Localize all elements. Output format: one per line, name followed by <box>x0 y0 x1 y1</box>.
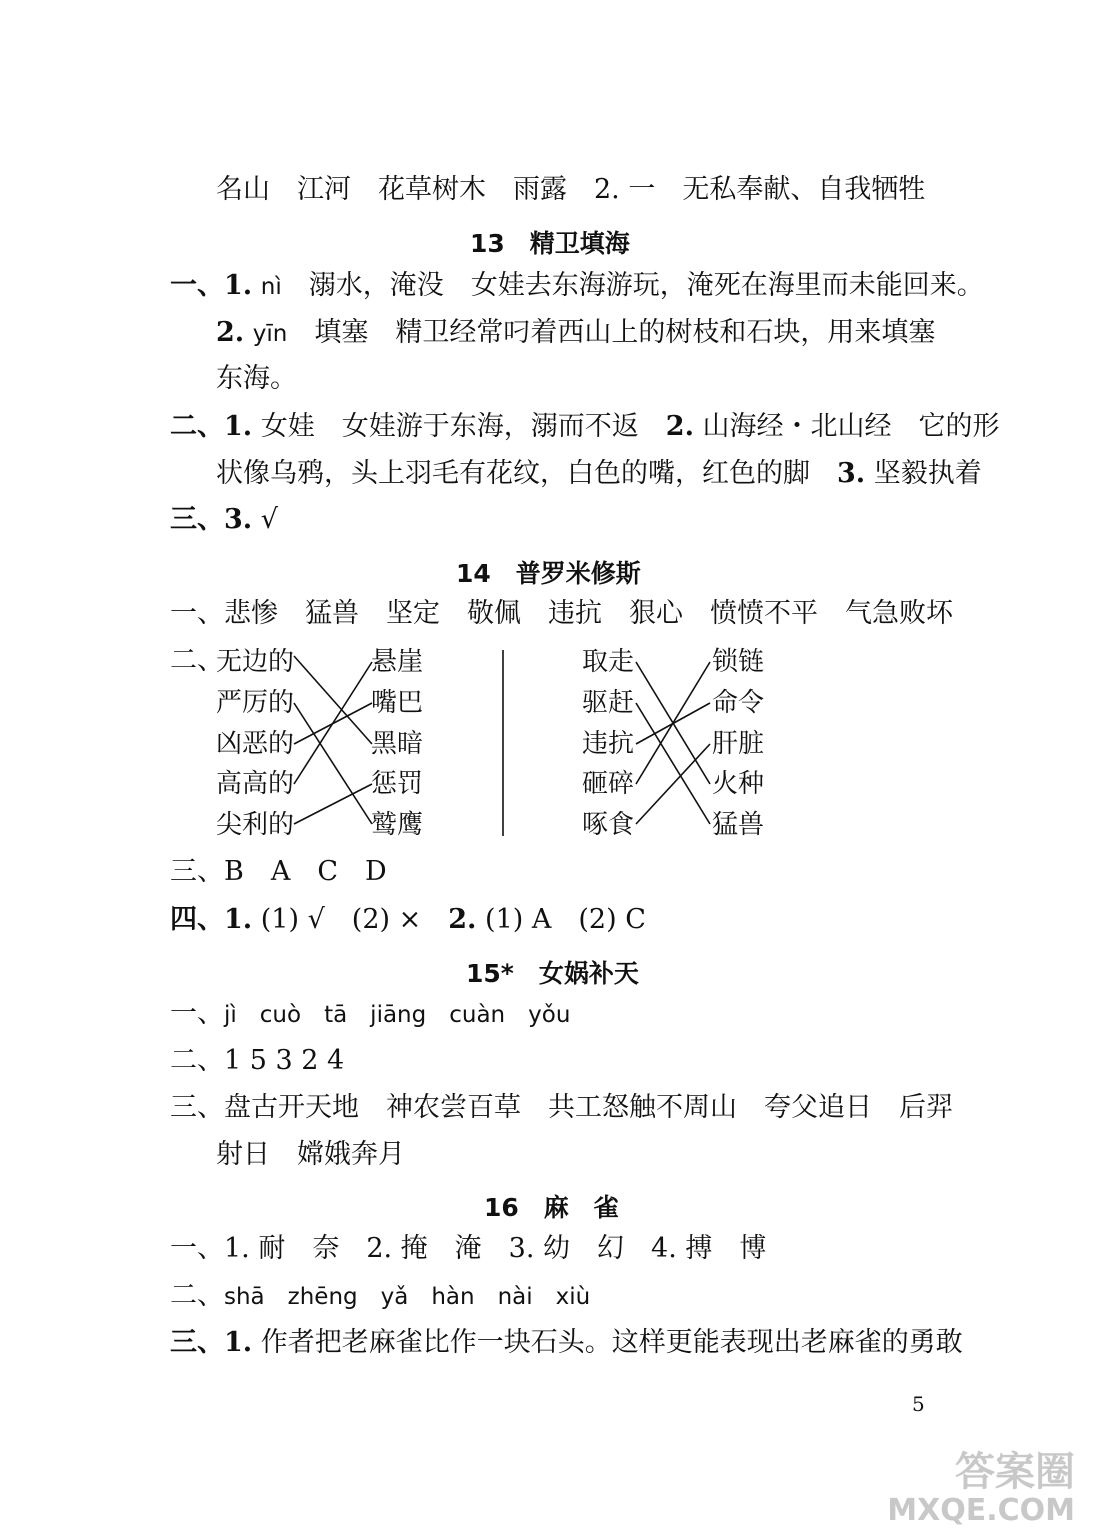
l14-object-word: 锁链 <box>712 647 765 677</box>
match-line <box>294 784 372 824</box>
l13-section-one-2-cont: 东海。 <box>216 363 297 394</box>
l14-left-word: 高高的 <box>216 769 295 799</box>
l15-section-three: 三、盘古开天地 神农尝百草 共工怒触不周山 夸父追日 后羿 <box>170 1092 953 1123</box>
l13-section-one-2: 2. yīn 填塞 精卫经常叼着西山上的树枝和石块，用来填塞 <box>216 317 936 348</box>
l13-section-three: 三、3. √ <box>170 504 278 535</box>
match-line <box>636 744 710 824</box>
l14-section-two-prefix: 二、 <box>170 645 224 676</box>
lesson-16-title: 16 麻 雀 <box>484 1193 619 1222</box>
l13-section-two-b: 状像乌鸦，头上羽毛有花纹，白色的嘴，红色的脚 3. 坚毅执着 <box>216 458 982 489</box>
l14-section-four: 四、1. (1) √ (2) × 2. (1) A (2) C <box>170 904 646 935</box>
watermark-logo-text: 答案圈 <box>955 1449 1075 1495</box>
lesson-15-title: 15* 女娲补天 <box>466 959 639 988</box>
l14-section-one: 一、悲惨 猛兽 坚定 敬佩 违抗 狠心 愤愤不平 气急败坏 <box>170 598 953 629</box>
match-line <box>294 656 372 744</box>
l13-section-two-a: 二、1. 女娃 女娃游于东海，溺而不返 2. 山海经・北山经 它的形 <box>170 411 1000 442</box>
watermark <box>887 1450 1075 1528</box>
l16-section-one: 一、1. 耐 奈 2. 掩 淹 3. 幼 幻 4. 搏 博 <box>170 1233 767 1264</box>
l16-section-two: 二、shā zhēng yǎ hàn nài xiù <box>170 1280 591 1311</box>
l14-verb-word: 驱赶 <box>582 688 635 718</box>
l14-left-word: 严厉的 <box>216 688 295 718</box>
l14-object-word: 肝脏 <box>712 729 765 759</box>
lesson-14-title: 14 普罗米修斯 <box>456 559 641 588</box>
l14-mid-word: 鹫鹰 <box>371 810 424 840</box>
l14-left-word: 尖利的 <box>216 810 295 840</box>
l15-section-two: 二、1 5 3 2 4 <box>170 1045 345 1076</box>
match-line <box>294 703 372 824</box>
l14-mid-word: 惩罚 <box>371 769 424 799</box>
l14-mid-word: 悬崖 <box>371 647 424 677</box>
l14-mid-word: 嘴巴 <box>371 688 424 718</box>
l14-verb-word: 取走 <box>582 647 635 677</box>
l14-verb-word: 砸碎 <box>582 769 635 799</box>
lesson-13-title: 13 精卫填海 <box>470 229 630 258</box>
l14-verb-word: 违抗 <box>582 729 635 759</box>
l15-section-three-cont: 射日 嫦娥奔月 <box>216 1139 405 1170</box>
match-line <box>636 703 710 824</box>
l14-mid-word: 黑暗 <box>371 729 424 759</box>
answer-line-top: 名山 江河 花草树木 雨露 2. 一 无私奉献、自我牺牲 <box>216 174 926 205</box>
l14-left-word: 凶恶的 <box>216 729 295 759</box>
l14-object-word: 命令 <box>712 688 765 718</box>
watermark-url: MXQE.COM <box>887 1493 1075 1528</box>
l14-section-three: 三、B A C D <box>170 856 387 887</box>
l14-verb-word: 啄食 <box>582 810 635 840</box>
l14-left-word: 无边的 <box>216 647 295 677</box>
match-line <box>294 662 372 784</box>
page-number: 5 <box>912 1392 925 1416</box>
l13-section-one-1: 一、1. nì 溺水，淹没 女娃去东海游玩，淹死在海里而未能回来。 <box>170 270 984 301</box>
l14-object-word: 猛兽 <box>712 810 765 840</box>
l15-section-one: 一、jì cuò tā jiāng cuàn yǒu <box>170 998 571 1029</box>
l14-object-word: 火种 <box>712 769 765 799</box>
l16-section-three: 三、1. 作者把老麻雀比作一块石头。这样更能表现出老麻雀的勇敢 <box>170 1327 963 1358</box>
